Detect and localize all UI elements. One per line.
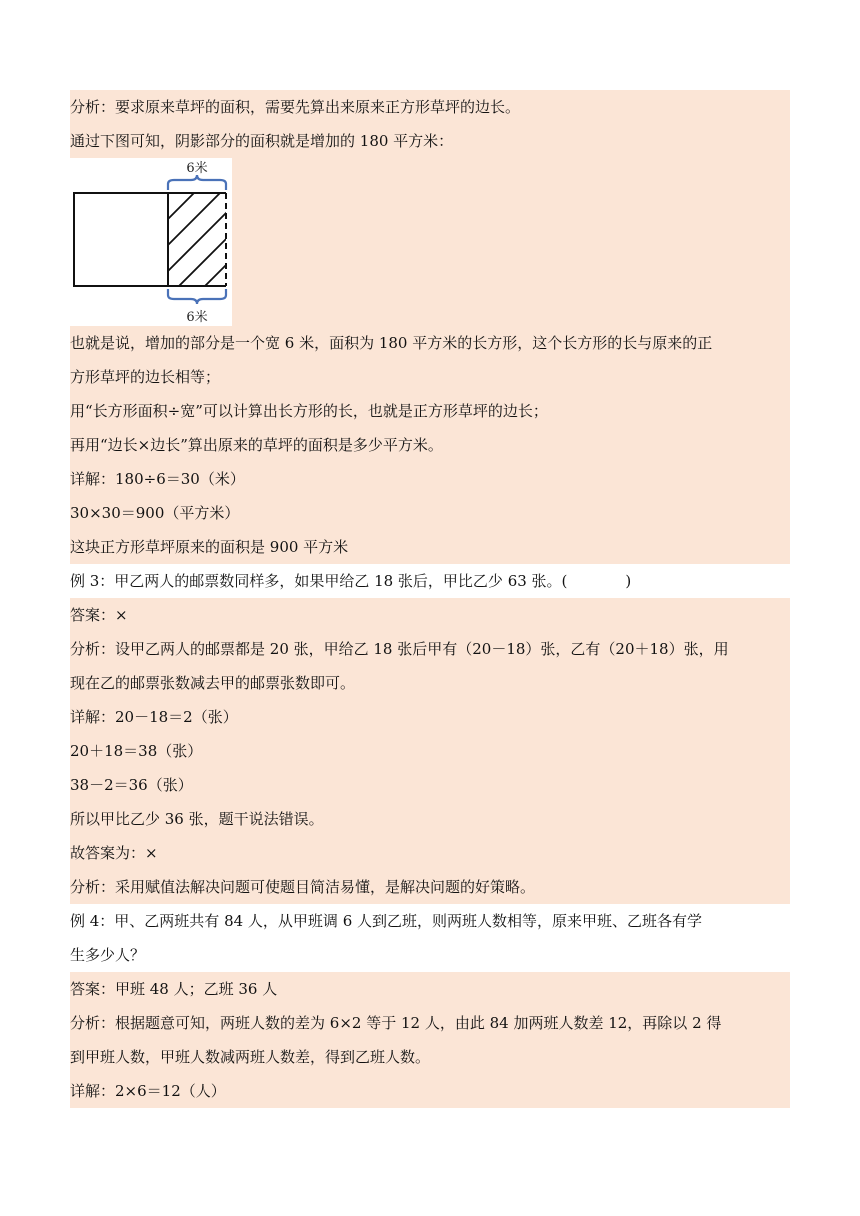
text-line: 故答案为：× bbox=[70, 844, 158, 862]
content bbox=[70, 90, 790, 1108]
text-line: 详解：20－18＝2（张） bbox=[70, 708, 238, 726]
analysis-block-1 bbox=[70, 90, 790, 564]
text-line: 38－2＝36（张） bbox=[70, 776, 193, 794]
text-line: 到甲班人数，甲班人数减两班人数差，得到乙班人数。 bbox=[70, 1048, 431, 1066]
top-width-label: 6米 bbox=[186, 161, 208, 176]
figure-row bbox=[70, 158, 790, 326]
text-line: 再用“边长×边长”算出原来的草坪的面积是多少平方米。 bbox=[70, 436, 443, 454]
text-line: 分析：要求原来草坪的面积，需要先算出来原来正方形草坪的边长。 bbox=[70, 98, 521, 116]
text-line: 分析：采用赋值法解决问题可使题目简洁易懂，是解决问题的好策略。 bbox=[70, 878, 536, 896]
example-3-question bbox=[70, 564, 790, 598]
example-3-answer bbox=[70, 598, 790, 904]
question-close: ) bbox=[625, 572, 632, 590]
text-line: 通过下图可知，阴影部分的面积就是增加的 180 平方米： bbox=[70, 132, 454, 150]
text-line: 分析：设甲乙两人的邮票都是 20 张，甲给乙 18 张后甲有（20－18）张，乙有（20＋18）张，用 bbox=[70, 640, 729, 658]
text-line: 详解：180÷6＝30（米） bbox=[70, 470, 245, 488]
bottom-brace bbox=[168, 289, 226, 304]
text-line: 分析：根据题意可知，两班人数的差为 6×2 等于 12 人，由此 84 加两班人数差 12，再除以 2 得 bbox=[70, 1014, 722, 1032]
text-line: 方形草坪的边长相等； bbox=[70, 368, 221, 386]
text-line: 所以甲比乙少 36 张，题干说法错误。 bbox=[70, 810, 324, 828]
example-4-answer bbox=[70, 972, 790, 1108]
lawn-diagram bbox=[70, 158, 232, 326]
original-square bbox=[74, 193, 168, 286]
question-text: 例 3：甲乙两人的邮票数同样多，如果甲给乙 18 张后，甲比乙少 63 张。( bbox=[70, 572, 568, 590]
text-line: 用“长方形面积÷宽”可以计算出长方形的长，也就是正方形草坪的边长； bbox=[70, 402, 548, 420]
question-line bbox=[70, 564, 790, 598]
question-line: 例 4：甲、乙两班共有 84 人，从甲班调 6 人到乙班，则两班人数相等，原来甲班、乙班各有学 bbox=[70, 912, 703, 930]
bottom-width-label: 6米 bbox=[186, 310, 208, 325]
text-line: 也就是说，增加的部分是一个宽 6 米，面积为 180 平方米的长方形，这个长方形的长与原来的正 bbox=[70, 334, 713, 352]
text-line: 30×30＝900（平方米） bbox=[70, 504, 240, 522]
text-line: 现在乙的邮票张数减去甲的邮票张数即可。 bbox=[70, 674, 356, 692]
text-line: 答案：× bbox=[70, 606, 128, 624]
text-line: 答案：甲班 48 人；乙班 36 人 bbox=[70, 980, 278, 998]
question-line: 生多少人？ bbox=[70, 946, 146, 964]
example-4-question bbox=[70, 904, 790, 972]
text-line: 详解：2×6＝12（人） bbox=[70, 1082, 226, 1100]
hatched-strip bbox=[168, 193, 232, 326]
text-line: 这块正方形草坪原来的面积是 900 平方米 bbox=[70, 538, 349, 556]
text-line: 20＋18＝38（张） bbox=[70, 742, 203, 760]
top-brace bbox=[168, 175, 226, 190]
